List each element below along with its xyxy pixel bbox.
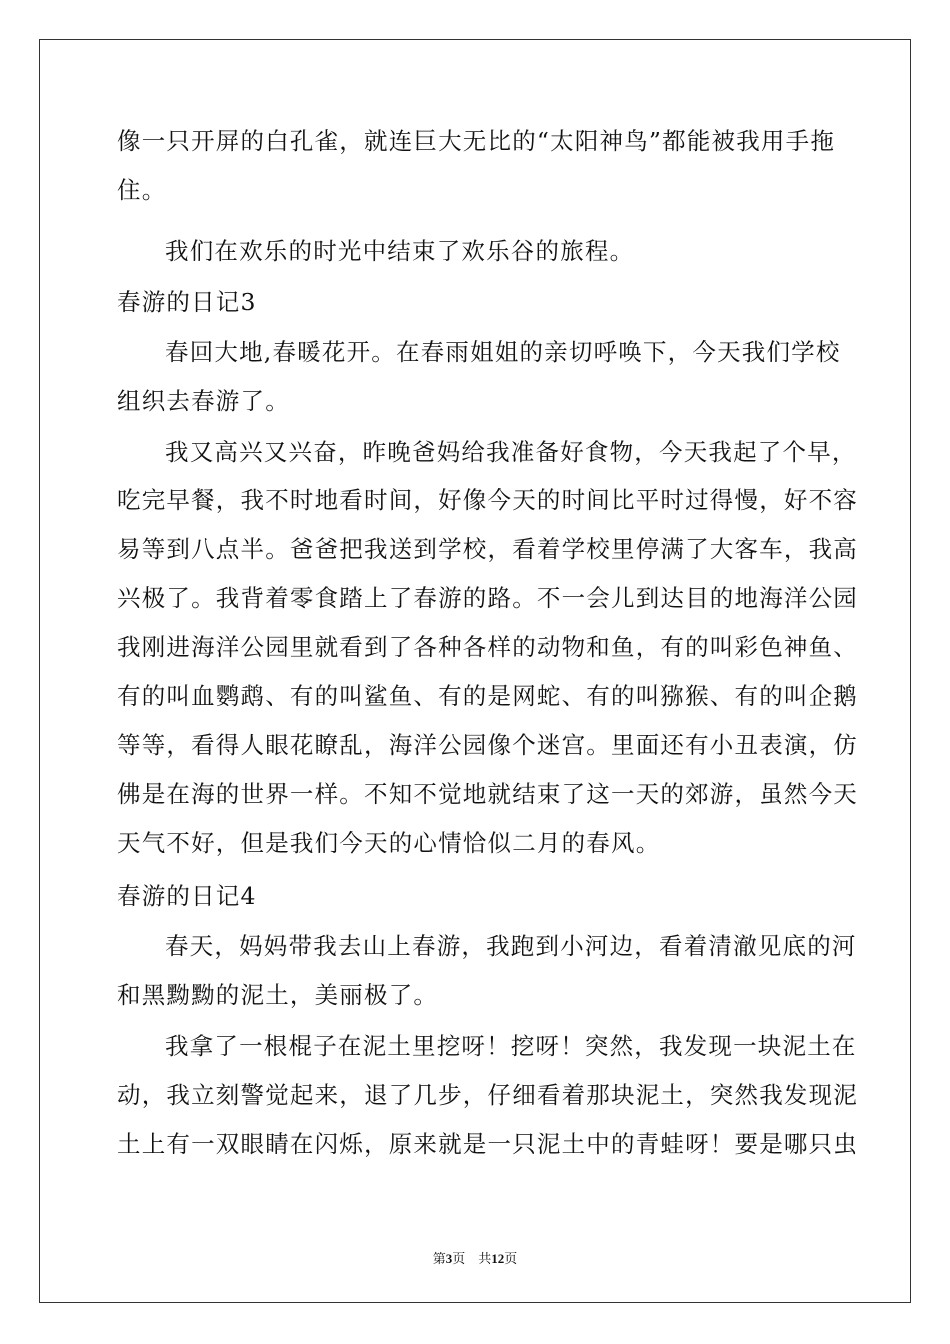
text-line: 住。 xyxy=(117,176,167,204)
text-line: 我拿了一根棍子在泥土里挖呀！挖呀！突然，我发现一块泥土在 xyxy=(165,1032,857,1060)
text-line: 兴极了。我背着零食踏上了春游的路。不一会儿到达目的地海洋公园 xyxy=(117,584,858,612)
footer-suffix: 页 xyxy=(504,1251,518,1266)
text-line: 和黑黝黝的泥土，美丽极了。 xyxy=(117,981,439,1009)
footer-prefix: 第 xyxy=(432,1251,446,1266)
text-line: 天气不好，但是我们今天的心情恰似二月的春风。 xyxy=(117,829,661,857)
text-line: 像一只开屏的白孔雀，就连巨大无比的“太阳神鸟”都能被我用手拖 xyxy=(117,127,836,155)
current-page-number: 3 xyxy=(445,1251,453,1266)
text-line: 我刚进海洋公园里就看到了各种各样的动物和鱼，有的叫彩色神鱼、 xyxy=(117,633,858,661)
total-page-number: 12 xyxy=(491,1251,505,1266)
page-footer xyxy=(0,1248,950,1267)
footer-mid: 页 共 xyxy=(452,1251,492,1266)
text-line: 春天，妈妈带我去山上春游，我跑到小河边，看着清澈见底的河 xyxy=(165,932,857,960)
text-line: 有的叫血鹦鹉、有的叫鲨鱼、有的是网蛇、有的叫猕猴、有的叫企鹅 xyxy=(117,682,858,710)
text-line: 组织去春游了。 xyxy=(117,387,290,415)
text-line: 我们在欢乐的时光中结束了欢乐谷的旅程。 xyxy=(165,237,635,265)
text-line: 动，我立刻警觉起来，退了几步，仔细看着那块泥土，突然我发现泥 xyxy=(117,1081,858,1109)
page-border xyxy=(39,39,911,1303)
text-line: 吃完早餐，我不时地看时间，好像今天的时间比平时过得慢，好不容 xyxy=(117,486,858,514)
section-heading: 春游的日记4 xyxy=(117,882,257,910)
text-line: 佛是在海的世界一样。不知不觉地就结束了这一天的郊游，虽然今天 xyxy=(117,780,858,808)
text-line: 我又高兴又兴奋，昨晚爸妈给我准备好食物，今天我起了个早， xyxy=(165,438,857,466)
text-line: 土上有一双眼睛在闪烁，原来就是一只泥土中的青蛙呀！要是哪只虫 xyxy=(117,1130,858,1158)
text-line: 春回大地,春暖花开。在春雨姐姐的亲切呼唤下，今天我们学校 xyxy=(165,338,841,366)
section-heading: 春游的日记3 xyxy=(117,288,257,316)
text-line: 等等，看得人眼花瞭乱，海洋公园像个迷宫。里面还有小丑表演，仿 xyxy=(117,731,858,759)
text-line: 易等到八点半。爸爸把我送到学校，看着学校里停满了大客车，我高 xyxy=(117,535,858,563)
